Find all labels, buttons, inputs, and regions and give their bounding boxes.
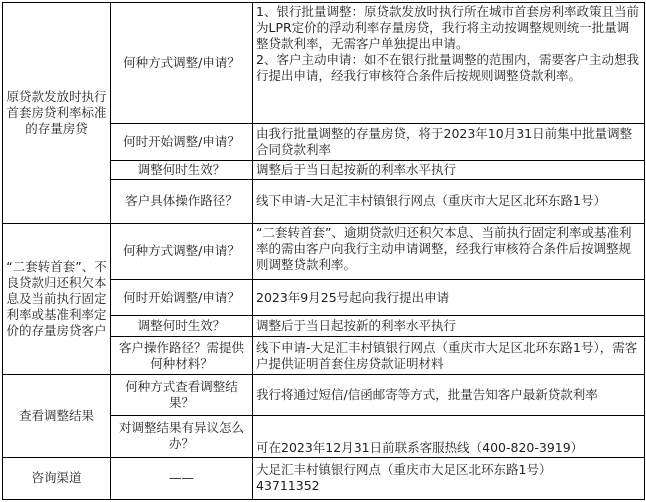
category-second-to-first-home: “二套转首套”、不良贷款归还积欠本息及当前执行固定利率或基准利率定价的存量房贷客户: [3, 223, 111, 375]
question-cell: 客户操作路径？需提供何种材料？: [111, 337, 253, 375]
answer-cell: 线下申请-大足汇丰村镇银行网点（重庆市大足区北环东路1号），需客户提供证明首套住房贷款证明材料: [253, 337, 645, 375]
question-cell: 调整何时生效？: [111, 316, 253, 337]
table-row: [3, 3, 645, 124]
question-cell: 何种方式调整/申请？: [111, 3, 253, 124]
question-cell: 客户具体操作路径？: [111, 179, 253, 223]
question-cell: 对调整结果有异议怎么办？: [111, 415, 253, 457]
answer-cell: [253, 457, 645, 499]
answer-cell: “二套转首套”、逾期贷款归还积欠本息、当前执行固定利率或基准利率的需由客户向我行主动申请调整，经我行审核符合条件后按调整规则调整贷款利率。: [253, 223, 645, 279]
answer-cell: 可在2023年12月31日前联系客服热线（400-820-3919）: [253, 415, 645, 457]
category-view-results: 查看调整结果: [3, 375, 111, 457]
answer-cell: 调整后于当日起按新的利率水平执行: [253, 316, 645, 337]
question-cell: 何时开始调整/申请？: [111, 280, 253, 316]
answer-cell: 1、银行批量调整：原贷款发放时执行所在城市首套房利率政策且当前为LPR定价的浮动利率存量房贷，我行将主动按调整规则统一批量调整贷款利率，无需客户单独提出申请。 2、客户主动申请：如不在银行批量调整的范围内，需要客户主动想我行提出申请，经我行审核符合条件后按规则调整贷款利率。: [253, 3, 645, 124]
table-row: [3, 375, 645, 415]
question-cell: 何种方式查看调整结果？: [111, 375, 253, 415]
phone-number: 43711352: [256, 478, 320, 494]
loan-rate-adjustment-faq-table: [2, 2, 645, 500]
category-existing-first-home-loans: 原贷款发放时执行首套房贷利率标准的存量房贷: [3, 3, 111, 224]
answer-cell: 线下申请-大足汇丰村镇银行网点（重庆市大足区北环东路1号）: [253, 179, 645, 223]
table-row: [3, 223, 645, 279]
branch-address: 大足汇丰村镇银行网点（重庆市大足区北环东路1号）: [256, 462, 552, 478]
table-row: [3, 457, 645, 499]
answer-cell: 2023年9月25号起向我行提出申请: [253, 280, 645, 316]
answer-cell: 调整后于当日起按新的利率水平执行: [253, 160, 645, 179]
answer-cell: 由我行批量调整的存量房贷，将于2023年10月31日前集中批量调整合同贷款利率: [253, 124, 645, 160]
question-cell: 何种方式调整/申请？: [111, 223, 253, 279]
question-cell: 调整何时生效？: [111, 160, 253, 179]
question-cell: 何时开始调整/申请？: [111, 124, 253, 160]
answer-cell: 我行将通过短信/信函邮寄等方式，批量告知客户最新贷款利率: [253, 375, 645, 415]
category-consult-channel: 咨询渠道: [3, 457, 111, 499]
dash-cell: ——: [111, 457, 253, 499]
